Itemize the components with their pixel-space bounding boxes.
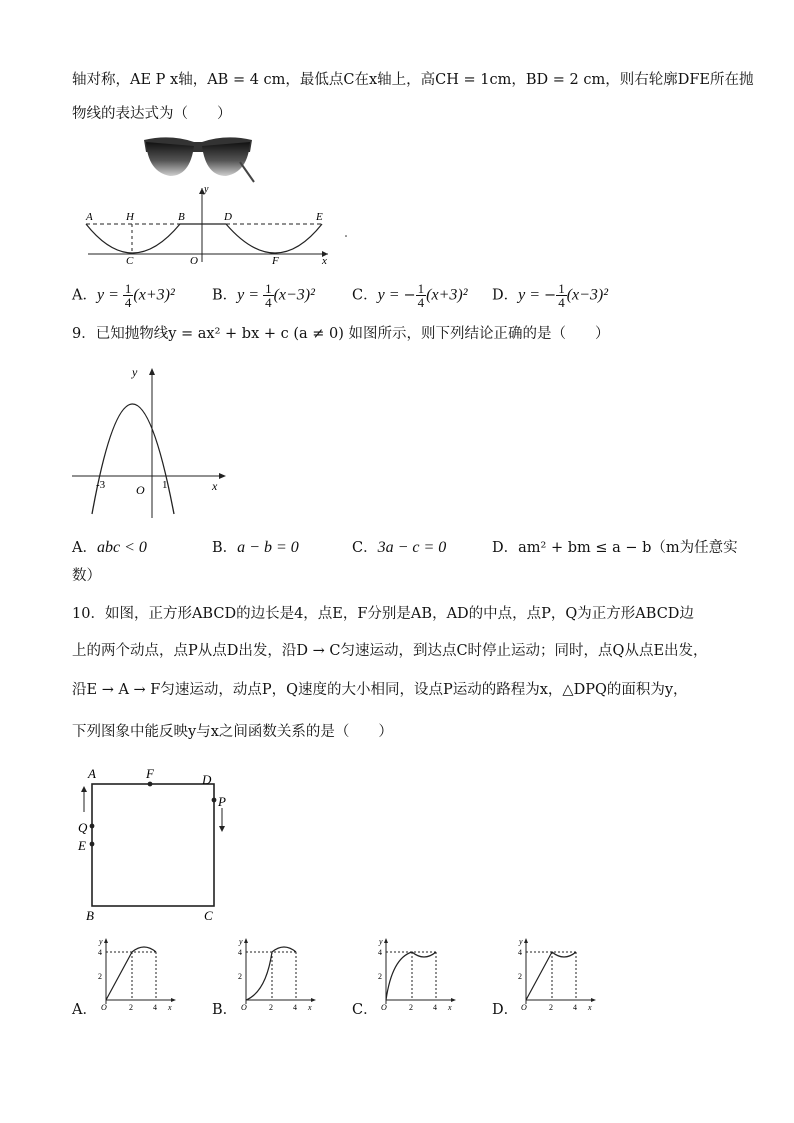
q10-graph-b [236, 934, 322, 1014]
q8-option-c: C．y = − $\frac{1}{4}$ (x+3)² [352, 281, 468, 310]
q10-square-figure [70, 764, 240, 922]
svg-text:x: x [588, 1003, 592, 1012]
q9-option-a: A．abc < 0 [72, 539, 147, 556]
svg-text:y: y [99, 937, 103, 946]
q10-line1: 10．如图，正方形ABCD的边长是4，点E，F分别是AB，AD的中点，点P，Q为正方形ABCD边 [72, 606, 694, 622]
svg-text:A: A [88, 766, 96, 781]
svg-text:B: B [178, 211, 185, 223]
svg-text:4: 4 [98, 948, 102, 957]
svg-text:O: O [521, 1003, 527, 1012]
svg-text:F: F [272, 255, 279, 266]
svg-text:y: y [132, 365, 138, 379]
q10-line3: 沿E → A → F匀速运动，动点P，Q速度的大小相同，设点P运动的路程为x，△DPQ的面积为y， [72, 682, 688, 698]
svg-text:2: 2 [269, 1003, 273, 1012]
svg-text:2: 2 [98, 972, 102, 981]
square-abcd [92, 784, 214, 906]
q8-option-d: D．y = − $\frac{1}{4}$ (x−3)² [492, 281, 609, 310]
svg-text:x: x [322, 255, 327, 266]
left-parabola [86, 224, 180, 253]
q10-line4: 下列图象中能反映y与x之间函数关系的是（ ） [72, 724, 393, 740]
svg-text:O: O [101, 1003, 107, 1012]
q10-option-d-label: D． [492, 1002, 519, 1018]
q10-line2: 上的两个动点，点P从点D出发，沿D → C匀速运动，到达点C时停止运动；同时，点Q从点E出发， [72, 643, 708, 659]
svg-text:y: y [204, 184, 209, 195]
q8-line1: 轴对称，AE P x轴，AB = 4 cm，最低点C在x轴上，高CH = 1cm，BD = 2 cm，则右轮廓DFE所在抛 [72, 72, 754, 88]
svg-text:O: O [241, 1003, 247, 1012]
svg-text:D: D [224, 211, 232, 223]
svg-text:E: E [316, 211, 323, 223]
svg-text:A: A [86, 211, 93, 223]
svg-text:C: C [204, 908, 213, 922]
svg-text:C: C [126, 255, 134, 266]
svg-text:D: D [202, 772, 212, 787]
svg-text:4: 4 [238, 948, 242, 957]
q9-option-d-wrap: 数） [72, 568, 101, 584]
q9-option-c: C．3a − c = 0 [352, 539, 447, 556]
svg-text:y: y [519, 937, 523, 946]
svg-text:2: 2 [549, 1003, 553, 1012]
q9-stem: 9．已知抛物线y = ax² + bx + c (a ≠ 0) 如图所示，则下列结论正确的是（ ） [72, 326, 610, 342]
svg-text:4: 4 [153, 1003, 157, 1012]
parabola-curve [92, 404, 174, 514]
q8-option-b: B．y = $\frac{1}{4}$ (x−3)² [212, 281, 315, 310]
svg-text:2: 2 [518, 972, 522, 981]
right-parabola [226, 224, 322, 253]
svg-text:E: E [78, 838, 86, 853]
q10-graph-d [516, 934, 602, 1014]
q8-option-a: A．y = $\frac{1}{4}$ (x+3)² [72, 281, 175, 310]
svg-text:x: x [168, 1003, 172, 1012]
svg-text:4: 4 [573, 1003, 577, 1012]
svg-text:x: x [212, 479, 218, 493]
svg-text:H: H [126, 211, 134, 223]
svg-text:2: 2 [129, 1003, 133, 1012]
svg-text:P: P [218, 794, 226, 809]
q9-option-d: D．am² + bm ≤ a − b（m为任意实 [492, 540, 738, 556]
q10-graph-a [96, 934, 182, 1014]
svg-text:Q: Q [78, 820, 88, 835]
q10-graph-c [376, 934, 462, 1014]
svg-text:y: y [239, 937, 243, 946]
svg-text:-3: -3 [96, 479, 106, 491]
q10-option-b-label: B． [212, 1002, 238, 1018]
svg-text:F: F [146, 766, 154, 781]
q10-option-a-label: A． [72, 1002, 97, 1018]
svg-text:O: O [381, 1003, 387, 1012]
svg-text:2: 2 [409, 1003, 413, 1012]
svg-text:2: 2 [378, 972, 382, 981]
svg-text:O: O [136, 483, 145, 497]
svg-text:4: 4 [378, 948, 382, 957]
q8-line2: 物线的表达式为（ ） [72, 106, 232, 122]
q9-parabola-figure [70, 364, 230, 520]
svg-text:y: y [379, 937, 383, 946]
q10-option-c-label: C． [352, 1002, 378, 1018]
svg-text:B: B [86, 908, 94, 922]
svg-text:2: 2 [238, 972, 242, 981]
svg-text:O: O [190, 255, 198, 266]
svg-text:4: 4 [293, 1003, 297, 1012]
svg-text:x: x [448, 1003, 452, 1012]
svg-text:4: 4 [433, 1003, 437, 1012]
q9-option-b: B．a − b = 0 [212, 539, 299, 556]
svg-text:4: 4 [518, 948, 522, 957]
q8-figure [82, 182, 354, 266]
svg-text:1: 1 [162, 479, 168, 491]
svg-text:x: x [308, 1003, 312, 1012]
